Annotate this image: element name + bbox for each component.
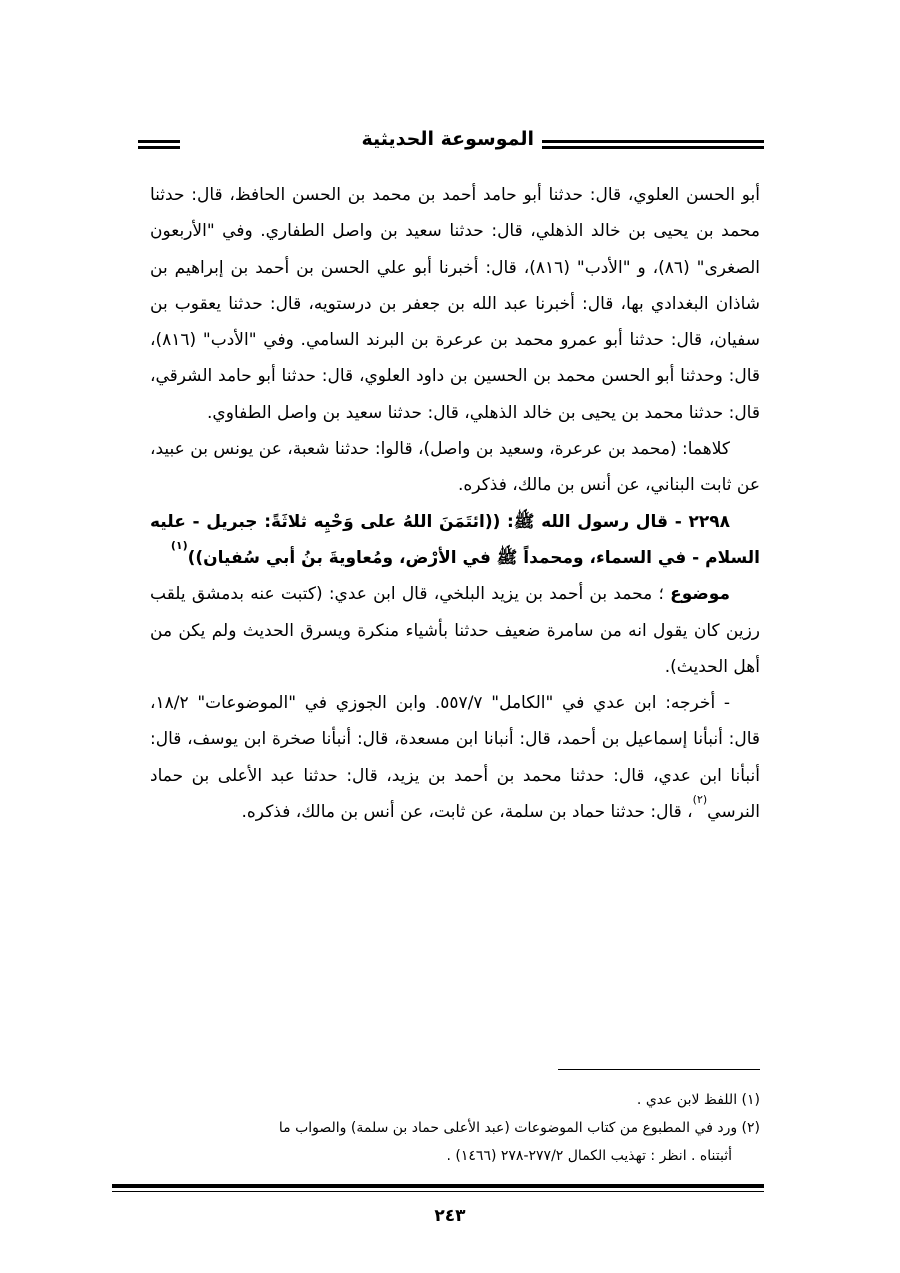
hadith-text: - قال رسول الله ﷺ: ((ائتَمَنَ اللهُ على وَحْيِه ثلاثَةً: جبريل - عليه السلام - في السماء، ومحمداً ﷺ في الأرْض، ومُعاويةَ بنُ أبي سُفيان))	[150, 511, 760, 568]
paragraph-grading	[150, 576, 760, 685]
hadith-number: ٢٢٩٨	[688, 511, 730, 532]
takhrij-text-end: ، قال: حدثنا حماد بن سلمة، عن ثابت، عن أنس بن مالك، فذكره.	[241, 802, 693, 823]
paragraph-chain-summary: كلاهما: (محمد بن عرعرة، وسعيد بن واصل)، قالوا: حدثنا شعبة، عن يونس بن عبيد، عن ثابت البناني، عن أنس بن مالك، فذكره.	[150, 439, 760, 496]
footnote-separator	[558, 1069, 760, 1070]
grade-label: موضوع	[670, 584, 730, 605]
paragraph-takhrij	[150, 685, 760, 830]
paragraph-isnad: أبو الحسن العلوي، قال: حدثنا أبو حامد أحمد بن محمد بن الحسن الحافظ، قال: حدثنا محمد بن يحيى بن خالد الذهلي، قال: حدثنا سعيد بن واصل الطفاري. وفي "الأربعون الصغرى" (٨٦)، و "الأدب" (٨١٦)، قال: أخبرنا أبو علي الحسن بن أحمد بن إبراهيم بن شاذان البغدادي بها، قال: أخبرنا عبد الله بن جعفر بن درستويه، قال: حدثنا يعقوب بن سفيان، قال: حدثنا أبو عمرو محمد بن عرعرة بن البرند السامي. وفي "الأدب" (٨١٦)، قال: وحدثنا أبو الحسن محمد بن الحسين بن داود العلوي، قال: حدثنا أبو حامد الشرقي، قال: حدثنا محمد بن يحيى بن خالد الذهلي، قال: حدثنا سعيد بن واصل الطفاوي.	[150, 185, 761, 423]
header-rule-right-top	[542, 140, 764, 143]
grade-explanation: ؛ محمد بن أحمد بن يزيد البلخي، قال ابن عدي: (كتبت عنه بدمشق يلقب رزين كان يقول انه من سامرة ضعيف حدثنا بأشياء منكرة ويسرق الحديث ولم يكن من أهل الحديث).	[150, 584, 760, 677]
footnote-ref-2: (٢)	[692, 793, 708, 807]
footnote-ref-1: (١)	[170, 538, 188, 552]
header-rule-left-bottom	[138, 146, 180, 149]
footnote-2: (٢) ورد في المطبوع من كتاب الموضوعات (عبد الأعلى حماد بن سلمة) والصواب ما	[278, 1120, 760, 1136]
header-rule-right-bottom	[542, 146, 764, 149]
takhrij-text-start: - أخرجه: ابن عدي في "الكامل" ٥٥٧/٧. وابن الجوزي في "الموضوعات" ١٨/٢، قال: أنبأنا إسماعيل بن أحمد، قال: أنبانا ابن مسعدة، قال: أنبأنا صخرة ابن يوسف، قال: أنبأنا ابن عدي، قال: حدثنا محمد بن أحمد بن يزيد، قال: حدثنا عبد الأعلى بن حماد النرسي	[150, 693, 760, 823]
footer-rule-thick	[112, 1184, 764, 1188]
footnote-2-continuation: أثبتناه . انظر : تهذيب الكمال ٢٧٧/٢-٢٧٨ (١٤٦٦) .	[446, 1148, 732, 1164]
hadith-paragraph	[150, 504, 760, 577]
main-text	[150, 177, 760, 830]
page-header	[110, 128, 764, 160]
footer-rule-thin	[112, 1191, 764, 1192]
page-title: الموسوعة الحديثية	[361, 128, 534, 150]
header-rule-left-top	[138, 140, 180, 143]
footnote-1: (١) اللفظ لابن عدي .	[636, 1092, 760, 1108]
footnotes	[150, 1086, 760, 1170]
page-number: ٢٤٣	[434, 1206, 466, 1226]
